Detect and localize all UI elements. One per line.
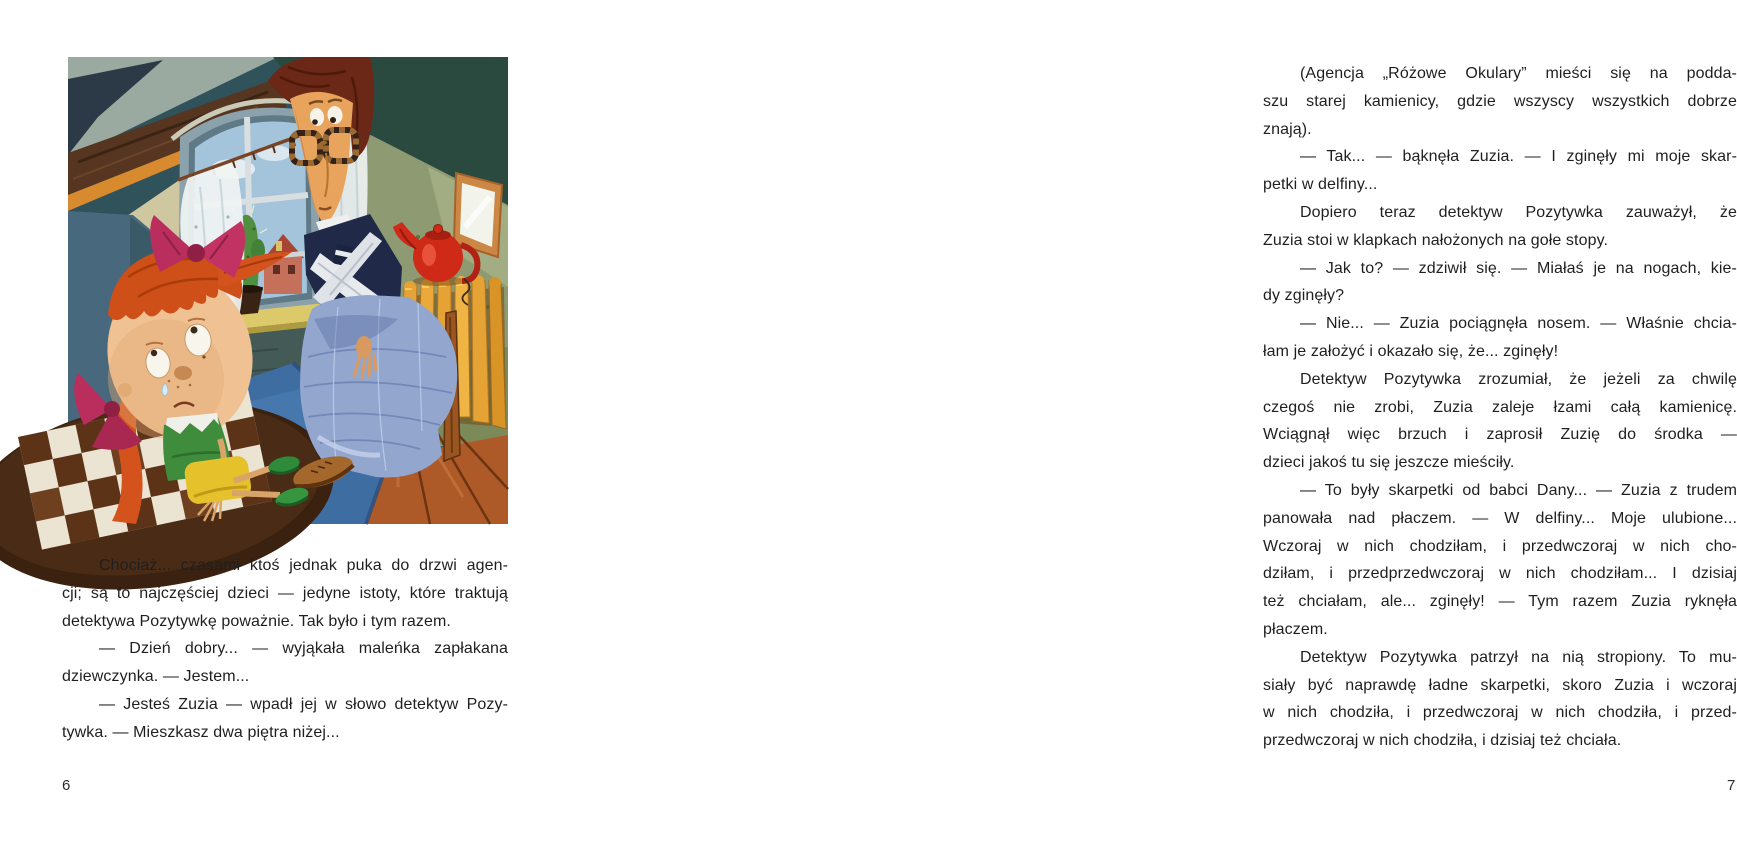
text-line: też chciałam, ale... zginęły! — Tym razem Zuzia ryknęła — [1263, 593, 1737, 611]
text-line: — Jak to? — zdziwił się. — Miałaś je na nogach, kie- — [1300, 259, 1737, 277]
text-line: znają). — [1263, 120, 1312, 138]
text-line: w nich chodziła, i przedwczoraj w nich chodziła, i przed- — [1263, 704, 1737, 722]
text-line: cji; są to najczęściej dzieci — jedyne istoty, które traktują — [62, 584, 508, 602]
text-line: przedwczoraj w nich chodziła, i dzisiaj też chciała. — [1263, 732, 1622, 750]
text-line: Dopiero teraz detektyw Pozytywka zauważył, że — [1300, 203, 1737, 221]
text-line: Wczoraj w nich chodziłam, i przedwczoraj w nich cho- — [1263, 537, 1737, 555]
text-line: panowała nad płaczem. — W delfiny... Moje ulubione... — [1263, 509, 1737, 527]
text-line: detektywa Pozytywkę poważnie. Tak było i tym razem. — [62, 612, 451, 630]
text-line: petki w delfiny... — [1263, 176, 1378, 194]
page-number-right: 7 — [1727, 777, 1736, 794]
text-line: — Tak... — bąknęła Zuzia. — I zginęły mi moje skar- — [1300, 148, 1737, 166]
text-line: — Jesteś Zuzia — wpadł jej w słowo detektyw Pozy- — [99, 695, 508, 713]
page-left — [0, 0, 600, 845]
left-page-text — [62, 552, 508, 747]
page-right — [600, 0, 1737, 845]
text-line: łam je założyć i okazało się, że... zginęły! — [1263, 342, 1559, 360]
text-line: — To były skarpetki od babci Dany... — Zuzia z trudem — [1300, 481, 1737, 499]
text-line: Zuzia stoi w klapkach nałożonych na gołe stopy. — [1263, 231, 1609, 249]
text-line: płaczem. — [1263, 620, 1328, 638]
page-number-left: 6 — [62, 777, 71, 794]
text-line: — Dzień dobry... — wyjąkała maleńka zapłakana — [99, 640, 508, 658]
text-line: Detektyw Pozytywka zrozumiał, że jeżeli za chwilę — [1300, 370, 1737, 388]
text-line: czegoś nie zrobi, Zuzia zaleje łzami całą kamienicę. — [1263, 398, 1737, 416]
text-line: — Nie... — Zuzia pociągnęła nosem. — Właśnie chcia- — [1300, 315, 1737, 333]
text-line: dy zginęły? — [1263, 287, 1345, 305]
text-line: dziłam, i przedprzedwczoraj w nich chodziłam... I dzisiaj — [1263, 565, 1737, 583]
text-line: (Agencja „Różowe Okulary” mieści się na podda- — [1300, 65, 1737, 82]
text-line: tywka. — Mieszkasz dwa piętra niżej... — [62, 723, 340, 741]
text-line: Detektyw Pozytywka patrzył na nią stropiony. To mu- — [1300, 648, 1737, 666]
right-page-text — [1263, 60, 1737, 755]
text-line: Chociaż... czasami ktoś jednak puka do drzwi agen- — [99, 557, 508, 574]
text-line: Wciągnął więc brzuch i zaprosił Zuzię do środka — — [1263, 426, 1737, 444]
text-line: dziewczynka. — Jestem... — [62, 668, 250, 686]
text-line: siały być naprawdę ładne skarpetki, skoro Zuzia i wczoraj — [1263, 676, 1737, 694]
text-line: dzieci jakoś tu się jeszcze mieściły. — [1263, 454, 1515, 472]
book-illustration — [68, 57, 508, 524]
text-line: szu starej kamienicy, gdzie wszyscy wszystkich dobrze — [1263, 92, 1737, 110]
